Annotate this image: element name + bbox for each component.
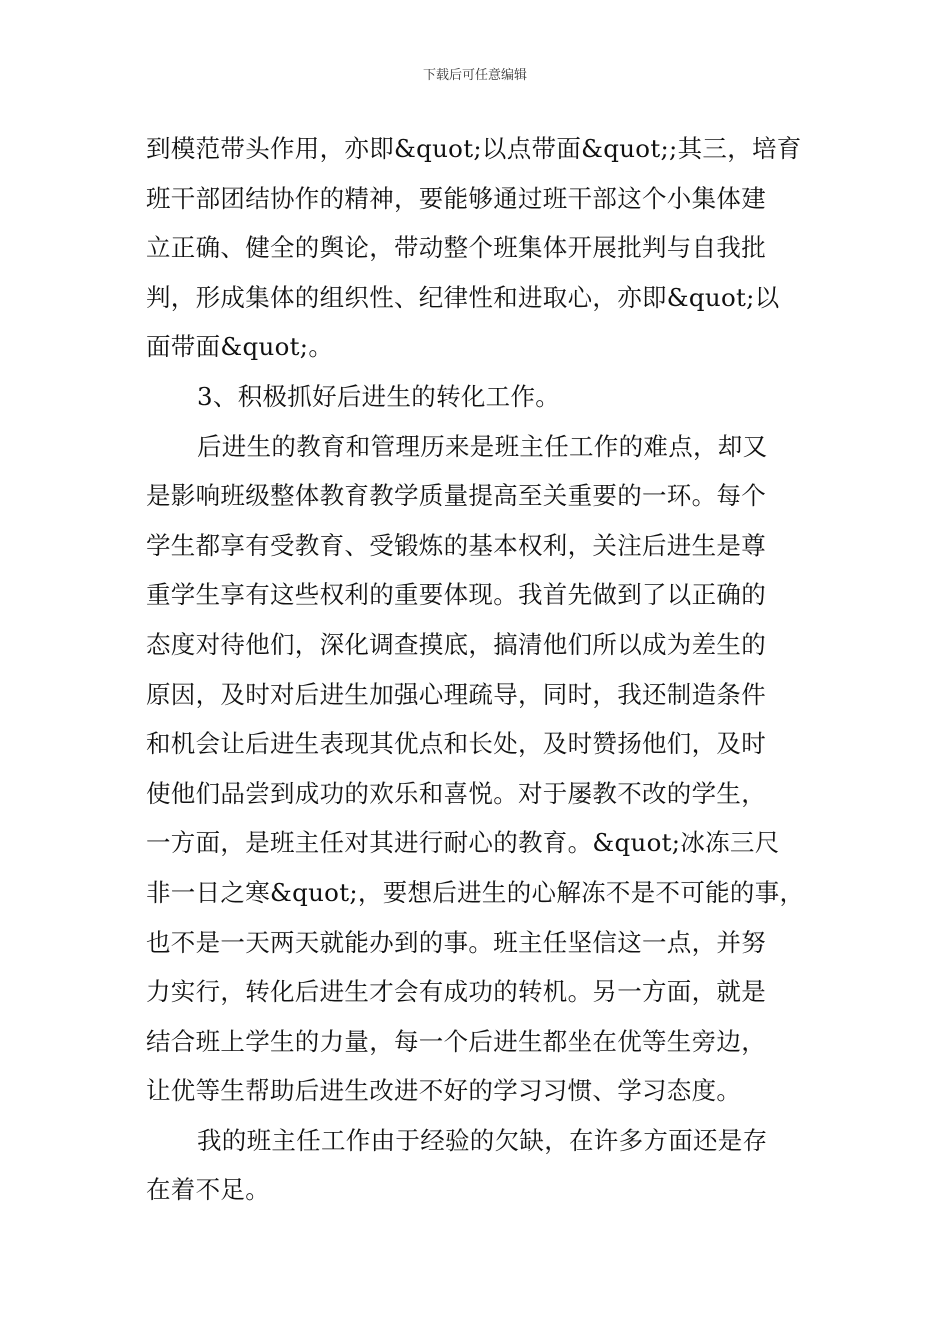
- text-line: 重学生享有这些权利的重要体现。我首先做到了以正确的: [146, 580, 766, 610]
- text-line: 我的班主任工作由于经验的欠缺，在许多方面还是存: [197, 1125, 768, 1155]
- text-line: 面带面&quot;。: [146, 332, 334, 362]
- text-line: 使他们品尝到成功的欢乐和喜悦。对于屡教不改的学生，: [146, 778, 766, 808]
- text-line: 后进生的教育和管理历来是班主任工作的难点，却又: [197, 431, 768, 461]
- text-line: 到模范带头作用，亦即&quot;以点带面&quot;;其三，培育: [146, 134, 802, 163]
- text-line: 是影响班级整体教育教学质量提高至关重要的一环。每个: [146, 481, 766, 511]
- page-header: 下载后可任意编辑: [422, 68, 527, 83]
- text-line: 立正确、健全的舆论，带动整个班集体开展批判与自我批: [146, 233, 766, 263]
- text-line: 力实行，转化后进生才会有成功的转机。另一方面，就是: [146, 977, 766, 1007]
- text-line: 非一日之寒&quot;，要想后进生的心解冻不是不可能的事，: [146, 877, 805, 907]
- text-line: 判，形成集体的组织性、纪律性和进取心，亦即&quot;以: [146, 282, 780, 312]
- text-line: 也不是一天两天就能办到的事。班主任坚信这一点，并努: [146, 927, 766, 957]
- text-line: 让优等生帮助后进生改进不好的学习习惯、学习态度。: [146, 1076, 742, 1106]
- text-line: 原因，及时对后进生加强心理疏导，同时，我还制造条件: [146, 679, 766, 709]
- text-line: 在着不足。: [146, 1175, 270, 1205]
- text-line: 一方面，是班主任对其进行耐心的教育。&quot;冰冻三尺: [146, 828, 780, 858]
- text-line: 学生都享有受教育、受锻炼的基本权利，关注后进生是尊: [146, 530, 766, 560]
- text-line: 结合班上学生的力量，每一个后进生都坐在优等生旁边，: [146, 1026, 766, 1056]
- text-line: 态度对待他们，深化调查摸底，搞清他们所以成为差生的: [146, 629, 766, 659]
- text-line: 班干部团结协作的精神，要能够通过班干部这个小集体建: [146, 183, 766, 213]
- text-line: 和机会让后进生表现其优点和长处，及时赞扬他们，及时: [146, 729, 766, 759]
- document-body: [146, 124, 826, 1215]
- section-heading: 3、积极抓好后进生的转化工作。: [197, 381, 561, 411]
